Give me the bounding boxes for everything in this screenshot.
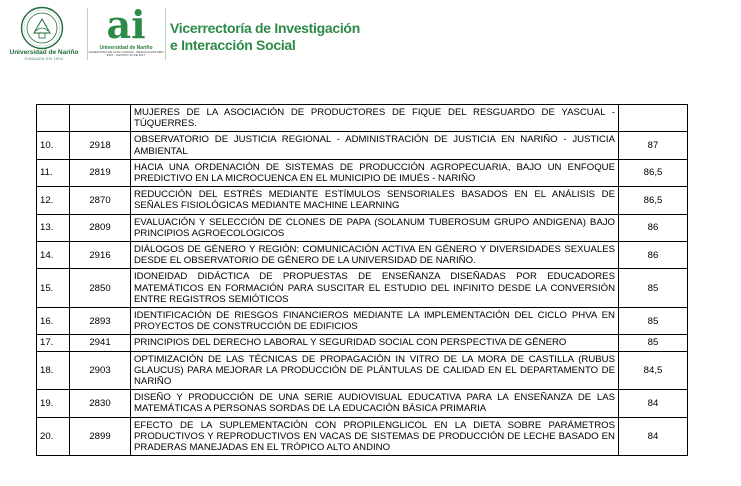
row-number: 14.: [37, 242, 70, 269]
project-title: OBSERVATORIO DE JUSTICIA REGIONAL - ADMINISTRACIÓN DE JUSTICIA EN NARIÑO - JUSTICIA AMBIENTAL: [131, 132, 619, 159]
project-title: EFECTO DE LA SUPLEMENTACIÓN CON PROPILENGLICOL EN LA DIETA SOBRE PARÁMETROS PRODUCTIVOS Y REPRODUCTIVOS EN VACAS DE SISTEMAS DE PRODUCCIÓN DE LECHE BASADO EN PRADERAS MANEJADAS EN EL TRÓPICO ALTO ANDINO: [131, 417, 619, 456]
project-score: 84,5: [619, 351, 688, 390]
table-row: [37, 335, 688, 351]
project-score: 85: [619, 269, 688, 308]
header-divider-2: [165, 8, 166, 60]
project-code: 2819: [70, 159, 131, 186]
project-title: IDONEIDAD DIDÁCTICA DE PROPUESTAS DE ENSEÑANZA DISEÑADAS POR EDUCADORES MATEMÁTICOS EN FORMACIÓN PARA SUSCITAR EL ESTUDIO DEL INFINITO DESDE LA CONVERSIÓN ENTRE REGISTROS SEMIÓTICOS: [131, 269, 619, 308]
table-row: [37, 308, 688, 335]
vicerrectoria-title: [170, 20, 360, 54]
project-code: 2870: [70, 187, 131, 214]
table-row: [37, 132, 688, 159]
project-title: PRINCIPIOS DEL DERECHO LABORAL Y SEGURIDAD SOCIAL CON PERSPECTIVA DE GÉNERO: [131, 335, 619, 351]
project-code: 2941: [70, 335, 131, 351]
university-name: Universidad de Nariño: [9, 49, 79, 56]
project-score: 84: [619, 390, 688, 417]
project-score: 85: [619, 335, 688, 351]
ai-logo-letters: ai: [106, 6, 146, 44]
row-number: 10.: [37, 132, 70, 159]
project-title: MUJERES DE LA ASOCIACIÓN DE PRODUCTORES DE FIQUE DEL RESGUARDO DE YASCUAL - TÚQUERRES.: [131, 105, 619, 132]
vicerrectoria-line-1: Vicerrectoría de Investigación: [170, 20, 360, 36]
table-row: [37, 269, 688, 308]
page-header: [0, 0, 741, 64]
project-title: DIÁLOGOS DE GÉNERO Y REGIÓN: COMUNICACIÓN ACTIVA EN GÉNERO Y DIVERSIDADES SEXUALES DESDE EL OBSERVATORIO DE GÉNERO DE LA UNIVERSIDAD DE NARIÑO.: [131, 242, 619, 269]
project-code: 2850: [70, 269, 131, 308]
project-score: 86,5: [619, 187, 688, 214]
project-title: HACIA UNA ORDENACIÓN DE SISTEMAS DE PRODUCCIÓN AGROPECUARIA, BAJO UN ENFOQUE PREDICTIVO EN LA MICROCUENCA EN EL MUNICIPIO DE IMUÉS - NARIÑO: [131, 159, 619, 186]
vicerrectoria-line-2: e Interacción Social: [170, 37, 296, 53]
project-score: [619, 105, 688, 132]
project-ranking-table: [36, 104, 688, 456]
table-row: [37, 390, 688, 417]
project-code: [70, 105, 131, 132]
table-row: [37, 159, 688, 186]
row-number: 13.: [37, 214, 70, 241]
row-number: 17.: [37, 335, 70, 351]
project-title: REDUCCIÓN DEL ESTRÉS MEDIANTE ESTÍMULOS SENSORIALES BASADOS EN EL ANÁLISIS DE SEÑALES FISIOLÓGICAS MEDIANTE MACHINE LEARNING: [131, 187, 619, 214]
row-number: 12.: [37, 187, 70, 214]
row-number: 16.: [37, 308, 70, 335]
ai-logo-org: Universidad de Nariño: [99, 45, 153, 51]
project-code: 2918: [70, 132, 131, 159]
project-code: 2916: [70, 242, 131, 269]
project-title: OPTIMIZACIÓN DE LAS TÉCNICAS DE PROPAGACIÓN IN VITRO DE LA MORA DE CASTILLA (RUBUS GLAUCUS) PARA MEJORAR LA PRODUCCIÓN DE PLÁNTULAS DE CALIDAD EN EL DEPARTAMENTO DE NARIÑO: [131, 351, 619, 390]
project-score: 87: [619, 132, 688, 159]
project-score: 85: [619, 308, 688, 335]
project-score: 86: [619, 214, 688, 241]
project-code: 2903: [70, 351, 131, 390]
table-row: [37, 105, 688, 132]
project-code: 2830: [70, 390, 131, 417]
ai-logo-accreditation: ACREDITADA DE ALTA CALIDAD · RESOLUCIÓN MEN 9567 · AGOSTO 23 DE 2017: [88, 50, 164, 58]
project-title: IDENTIFICACIÓN DE RIESGOS FINANCIEROS MEDIANTE LA IMPLEMENTACIÓN DEL CICLO PHVA EN PROYECTOS DE CONSTRUCCIÓN DE EDIFICIOS: [131, 308, 619, 335]
project-code: 2809: [70, 214, 131, 241]
table-row: [37, 417, 688, 456]
row-number: 20.: [37, 417, 70, 456]
university-seal-logo: [20, 6, 64, 50]
project-title: EVALUACIÓN Y SELECCIÓN DE CLONES DE PAPA (SOLANUM TUBEROSUM GRUPO ANDIGENA) BAJO PRINCIPIOS AGROECOLOGICOS: [131, 214, 619, 241]
project-score: 86: [619, 242, 688, 269]
row-number: [37, 105, 70, 132]
ai-logo: [95, 6, 157, 44]
project-code: 2893: [70, 308, 131, 335]
project-code: 2899: [70, 417, 131, 456]
project-ranking-table-body: [37, 105, 688, 456]
table-row: [37, 351, 688, 390]
university-founded: FUNDADA EN 1904: [24, 57, 64, 61]
row-number: 19.: [37, 390, 70, 417]
project-score: 84: [619, 417, 688, 456]
project-score: 86,5: [619, 159, 688, 186]
row-number: 18.: [37, 351, 70, 390]
table-row: [37, 214, 688, 241]
table-row: [37, 242, 688, 269]
row-number: 11.: [37, 159, 70, 186]
table-row: [37, 187, 688, 214]
row-number: 15.: [37, 269, 70, 308]
project-title: DISEÑO Y PRODUCCIÓN DE UNA SERIE AUDIOVISUAL EDUCATIVA PARA LA ENSEÑANZA DE LAS MATEMÁTICAS A PERSONAS SORDAS DE LA EDUCACIÓN BÁSICA PRIMARIA: [131, 390, 619, 417]
